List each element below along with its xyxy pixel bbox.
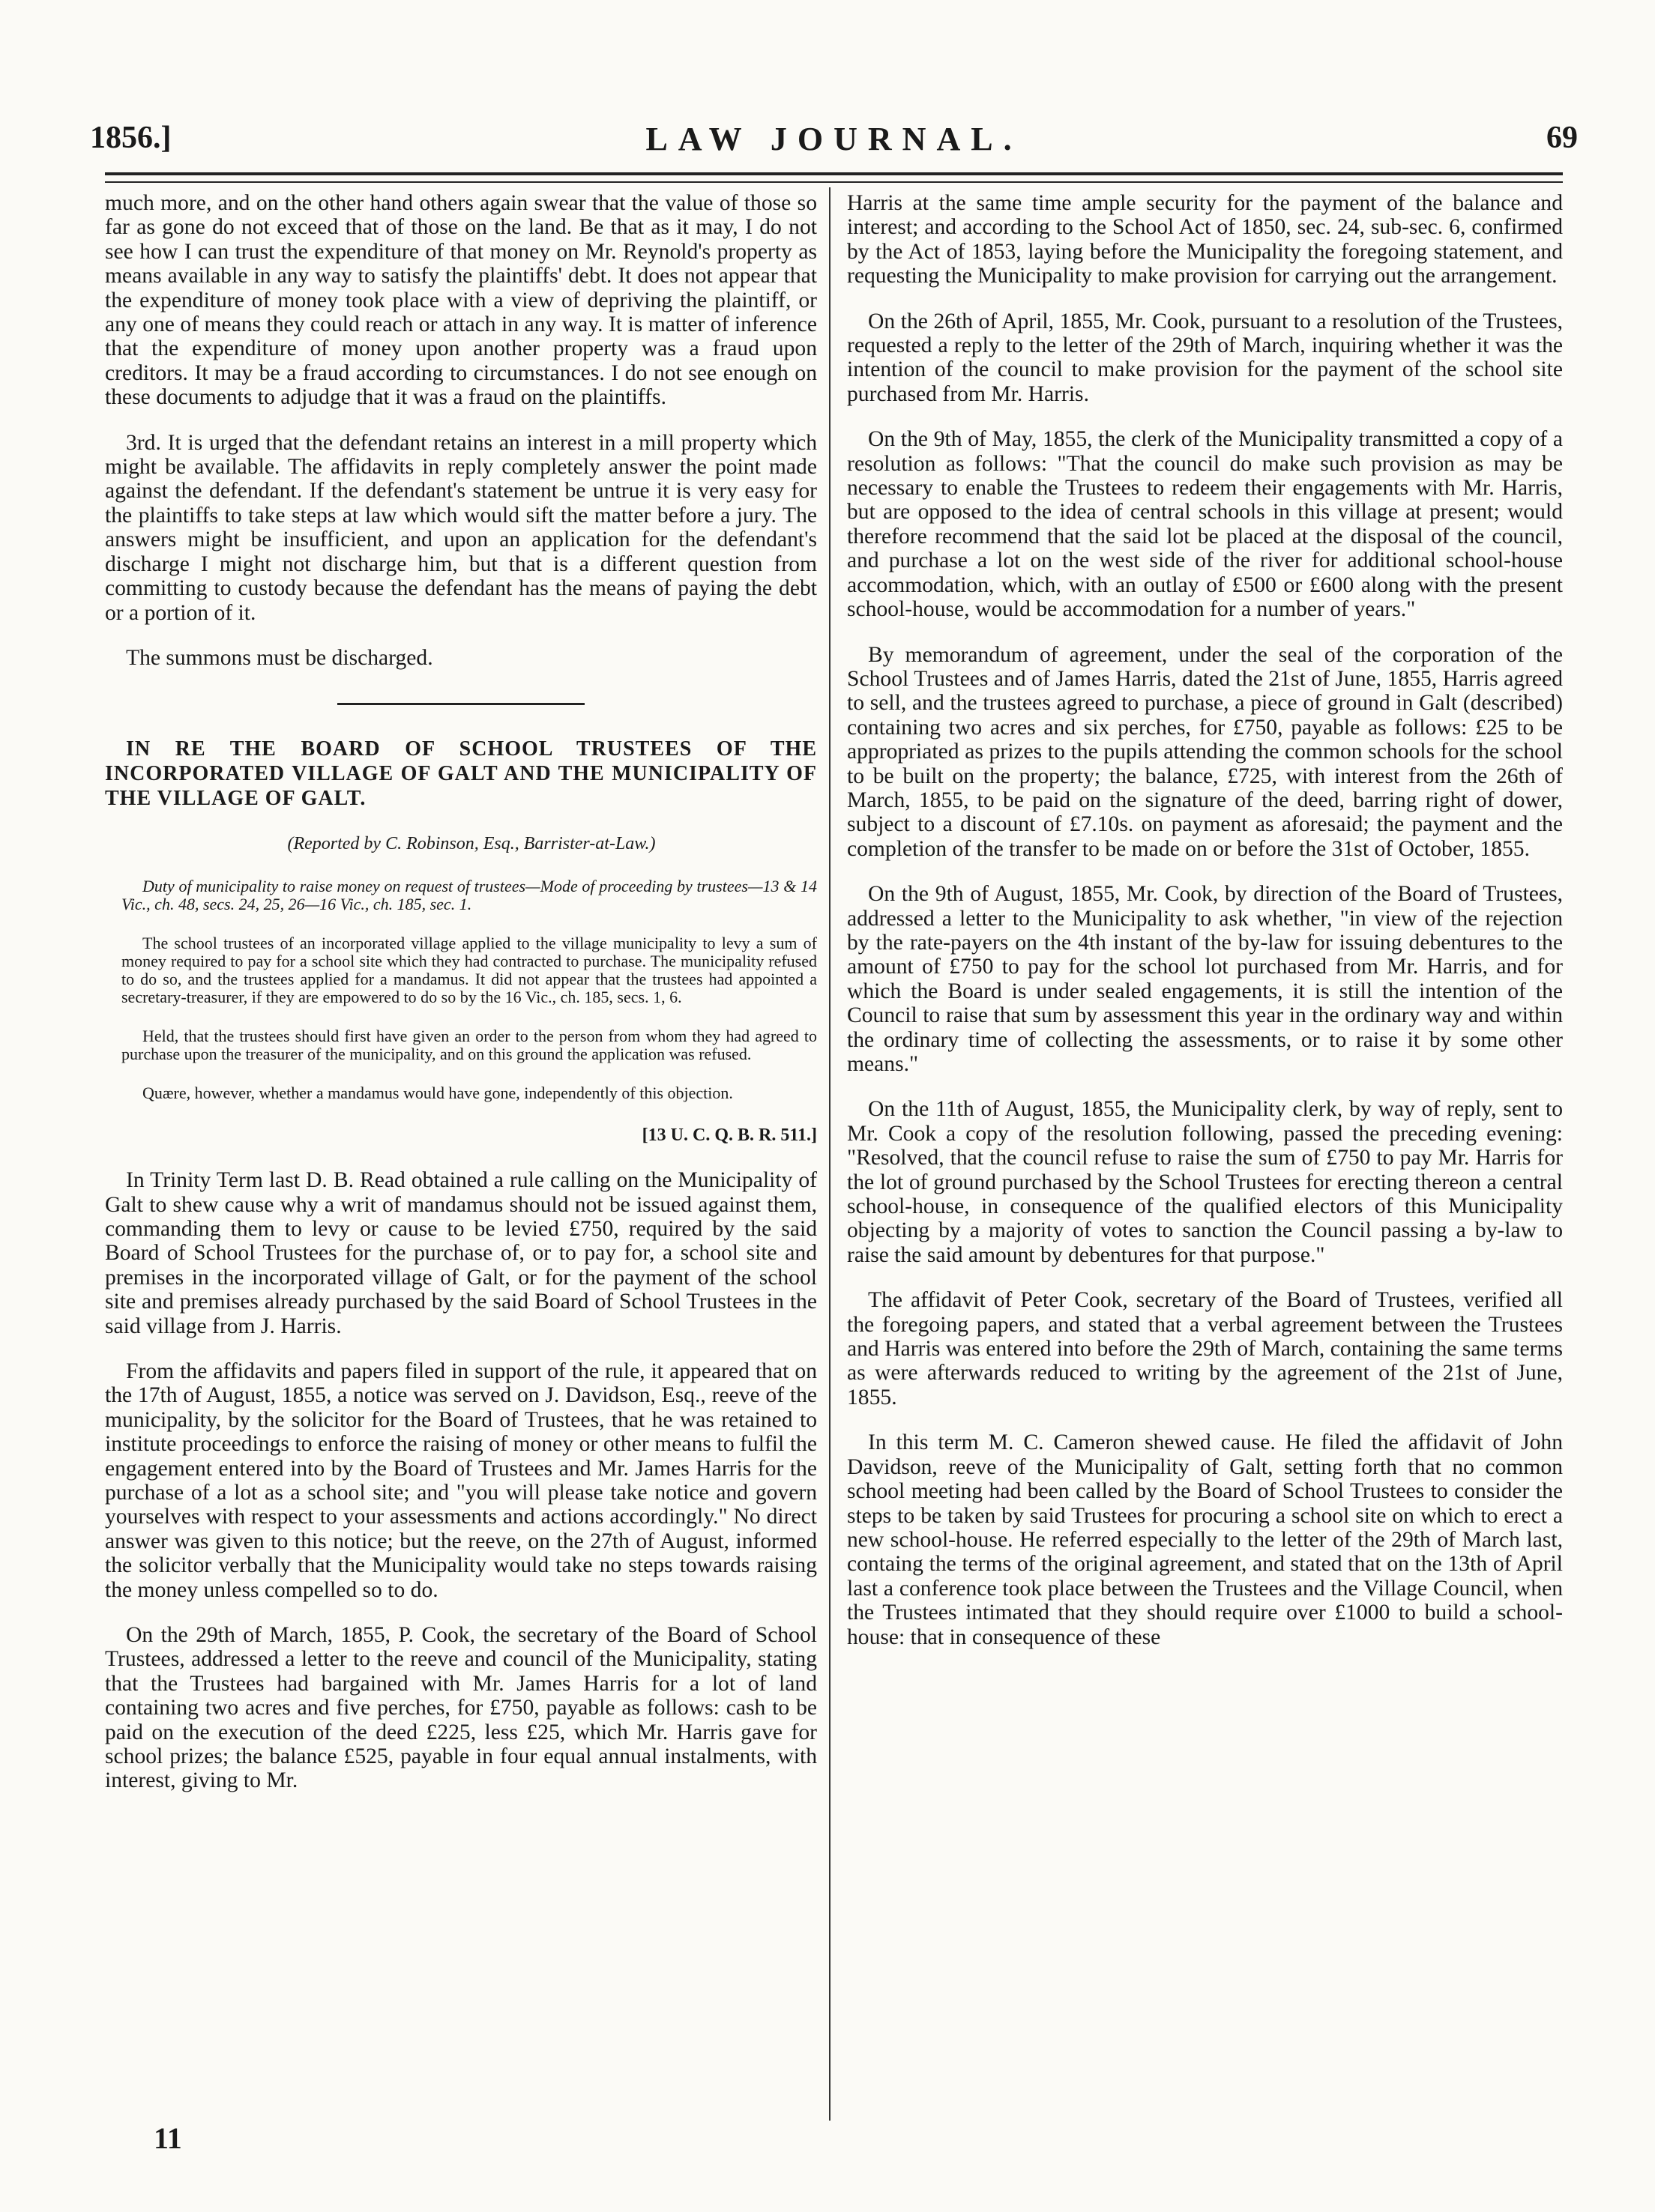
reporter-line: (Reported by C. Robinson, Esq., Barrister-at-Law.) [287,834,656,854]
signature-mark: 11 [154,2121,182,2155]
paragraph: The affidavit of Peter Cook, secretary of the Board of Trustees, verified all the foregoing papers, and stated that a verbal agreement between the Trustees and Harris was entered into before the 29th of March, containing the same terms as were afterwards reduced to writing by the agreement of the 21st of June, 1855. [847,1288,1563,1409]
paragraph: much more, and on the other hand others again swear that the value of those so far as gone do not exceed that of those on the land. Be that as it may, I do not see how I can trust the expenditure of that money on Mr. Reynold's property as means available in any way to satisfy the plaintiffs' debt. It does not appear that the expenditure of money took place with a view of depriving the plaintiff, or any one of means they could reach or attach in any way. It is matter of inference that the expenditure of money upon another property was a fraud upon creditors. It may be a fraud according to circumstances. I do not see enough on these documents to adjudge that it was a fraud on the plaintiffs. [105,191,817,410]
case-title: IN RE THE BOARD OF SCHOOL TRUSTEES OF THE INCORPORATED VILLAGE OF GALT AND THE MUNICIPALITY OF THE VILLAGE OF GALT. [105,737,817,811]
paragraph: On the 9th of August, 1855, Mr. Cook, by direction of the Board of Trustees, addressed a letter to the Municipality to ask whether, "in view of the rejection by the rate-payers on the 4th instant of the by-law for issuing debentures to the amount of £750 to pay for the school lot purchased from Mr. Harris, and for which the Board is under sealed engagements, it is still the intention of the Council to raise that sum by assessment this year in the ordinary way and within the ordinary time of collecting the assessments, or to raise it by some other means." [847,882,1563,1076]
headnote-facts: The school trustees of an incorporated village applied to the village municipality to levy a sum of money required to pay for a school site which they had contracted to purchase. The municipality refused to do so, and the trustees applied for a mandamus. It did not appear that the trustees had appointed a secretary-treasurer, if they are empowered to do so by the 16 Vic., ch. 185, secs. 1, 6. [121,933,817,1006]
column-divider [829,187,830,2121]
paragraph: On the 26th of April, 1855, Mr. Cook, pursuant to a resolution of the Trustees, requested a reply to the letter of the 29th of March, inquiring whether it was the intention of the council to make provision for the payment of the school site purchased from Mr. Harris. [847,309,1563,406]
paragraph: In this term M. C. Cameron shewed cause. He filed the affidavit of John Davidson, reeve of the Municipality of Galt, setting forth that no common school meeting had been called by the Board of School Trustees to consider the steps to be taken by said Trustees for procuring a school site on which to erect a new school-house. He referred especially to the letter of the 29th of March last, containg the terms of the original agreement, and stated that on the 13th of April last a conference took place between the Trustees and the Village Council, when the Trustees intimated that they should require over £1000 to build a school-house: that in consequence of these [847,1430,1563,1649]
headnote-held: Held, that the trustees should first have given an order to the person from whom they had agreed to purchase upon the treasurer of the municipality, and on this ground the application was refused. [121,1026,817,1063]
paragraph: The summons must be discharged. [126,645,433,670]
page-header [90,120,1578,165]
header-year: 1856.] [90,121,172,155]
header-journal-title: LAW JOURNAL. [645,121,1022,157]
headnote-topic: Duty of municipality to raise money on request of trustees—Mode of proceeding by trustees—13 & 14 Vic., ch. 48, secs. 24, 25, 26—16 Vic., ch. 185, sec. 1. [121,876,817,913]
headnote-quaere: Quære, however, whether a mandamus would have gone, independently of this objection. [142,1083,733,1102]
paragraph: Harris at the same time ample security for the payment of the balance and interest; and according to the School Act of 1850, sec. 24, sub-sec. 6, confirmed by the Act of 1853, laying before the Municipality the foregoing statement, and requesting the Municipality to make provision for carrying out the arrangement. [847,191,1563,288]
left-column [105,191,817,1814]
paragraph: 3rd. It is urged that the defendant retains an interest in a mill property which might be available. The affidavits in reply completely answer the point made against the defendant. If the defendant's statement be untrue it is very easy for the plaintiffs to take steps at law which would sift the matter before a jury. The answers might be insufficient, and upon an application for the defendant's discharge I might not discharge him, but that is a different question from committing to custody because the defendant has the means of paying the debt or a portion of it. [105,430,817,625]
paragraph: In Trinity Term last D. B. Read obtained a rule calling on the Municipality of Galt to shew cause why a writ of mandamus should not be issued against them, commanding them to levy or cause to be levied £750, required by the said Board of School Trustees for the purchase of, or to pay for, a school site and premises in the incorporated village of Galt, or for the payment of the school site and premises already purchased by the said Board of School Trustees in the said village from J. Harris. [105,1168,817,1338]
header-rule [105,172,1563,183]
paragraph: On the 11th of August, 1855, the Municipality clerk, by way of reply, sent to Mr. Cook a copy of the resolution following, passed the preceding evening: "Resolved, that the council refuse to raise the sum of £750 to pay Mr. Harris for the lot of ground purchased by the School Trustees for erecting thereon a central school-house, in consequence of the qualified electors of this Municipality objecting by a majority of votes to sanction the Council passing a by-law to raise the said amount by debentures for that purpose." [847,1097,1563,1267]
header-page-number: 69 [1546,121,1578,155]
paragraph: On the 29th of March, 1855, P. Cook, the secretary of the Board of School Trustees, addressed a letter to the reeve and council of the Municipality, stating that the Trustees had bargained with Mr. James Harris for a lot of land containing two acres and five perches, for £750, payable as follows: cash to be paid on the execution of the deed £225, less £25, which Mr. Harris gave for school prizes; the balance £525, payable in four equal annual instalments, with interest, giving to Mr. [105,1623,817,1793]
right-column [847,191,1563,1670]
section-separator [337,703,585,705]
case-citation: [13 U. C. Q. B. R. 511.] [642,1125,817,1145]
paragraph: By memorandum of agreement, under the seal of the corporation of the School Trustees and of James Harris, dated the 21st of June, 1855, Harris agreed to sell, and the trustees agreed to purchase, a piece of ground in Galt (described) containing two acres and six perches, for £750, payable as follows: £25 to be appropriated as prizes to the pupils attending the common schools for the school to be built on the property; the balance, £725, with interest from the 26th of March, 1855, to be paid on the signature of the deed, barring right of dower, subject to a discount of £7.10s. on payment as aforesaid; the payment and the completion of the transfer to be made on or before the 31st of October, 1855. [847,642,1563,861]
paragraph: On the 9th of May, 1855, the clerk of the Municipality transmitted a copy of a resolution as follows: "That the council do make such provision as may be necessary to enable the Trustees to redeem their engagements with Mr. Harris, but are opposed to the idea of central schools in this village at present; would therefore recommend that the said lot be placed at the disposal of the council, and purchase a lot on the west side of the river for additional school-house accommodation, which, with an outlay of £500 or £600 along with the present school-house, would be accommodation for a number of years." [847,427,1563,622]
paragraph: From the affidavits and papers filed in support of the rule, it appeared that on the 17th of August, 1855, a notice was served on J. Davidson, Esq., reeve of the municipality, by the solicitor for the Board of Trustees, that he was retained to institute proceedings to enforce the raising of money or other means to fulfil the engagement entered into by the Board of Trustees and Mr. James Harris for the purchase of a lot as a school site; and "you will please take notice and govern yourselves with respect to your assessments and actions accordingly." No direct answer was given to this notice; but the reeve, on the 27th of August, informed the solicitor verbally that the Municipality would take no steps towards raising the money unless compelled so to do. [105,1359,817,1602]
